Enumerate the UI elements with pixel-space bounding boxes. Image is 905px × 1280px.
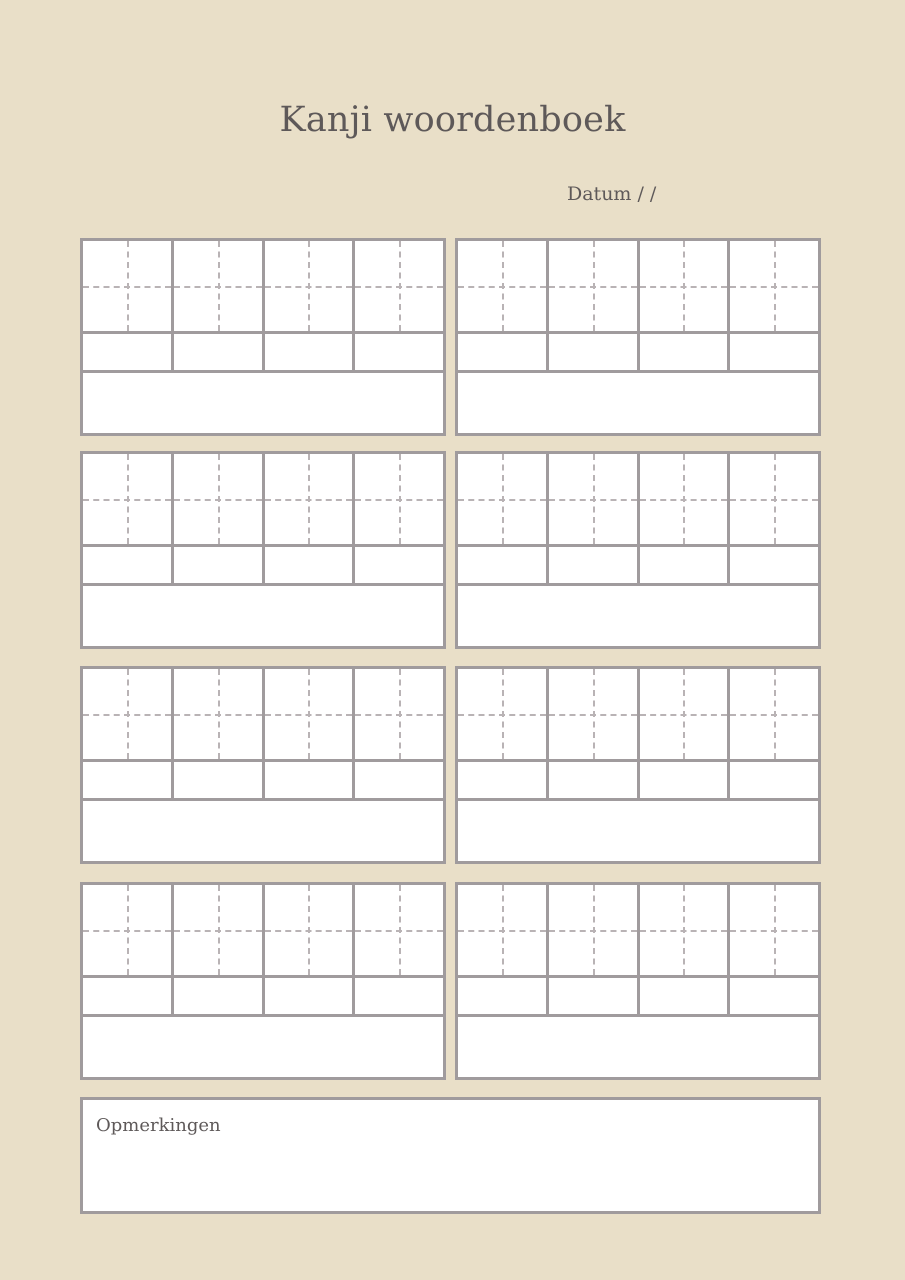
- kanji-box-row: [458, 885, 818, 978]
- reading-box-row: [458, 762, 818, 801]
- kanji-box-row: [83, 454, 443, 547]
- horizontal-guide-line: [355, 930, 443, 932]
- kanji-writing-box[interactable]: [640, 241, 731, 334]
- kanji-box-row: [83, 669, 443, 762]
- reading-box[interactable]: [640, 547, 731, 586]
- kanji-writing-box[interactable]: [730, 454, 818, 547]
- kanji-writing-box[interactable]: [174, 241, 265, 334]
- kanji-writing-box[interactable]: [549, 669, 640, 762]
- horizontal-guide-line: [730, 499, 818, 501]
- kanji-writing-box[interactable]: [83, 885, 174, 978]
- kanji-writing-box[interactable]: [458, 669, 549, 762]
- kanji-writing-box[interactable]: [730, 885, 818, 978]
- reading-box[interactable]: [355, 762, 443, 801]
- meaning-box[interactable]: [458, 373, 818, 433]
- horizontal-guide-line: [83, 930, 171, 932]
- reading-box[interactable]: [355, 547, 443, 586]
- horizontal-guide-line: [355, 286, 443, 288]
- reading-box-row: [83, 547, 443, 586]
- horizontal-guide-line: [640, 714, 728, 716]
- horizontal-guide-line: [83, 286, 171, 288]
- kanji-box-row: [458, 454, 818, 547]
- kanji-writing-box[interactable]: [265, 669, 356, 762]
- reading-box[interactable]: [265, 762, 356, 801]
- horizontal-guide-line: [174, 714, 262, 716]
- horizontal-guide-line: [549, 499, 637, 501]
- meaning-box[interactable]: [83, 586, 443, 646]
- reading-box[interactable]: [174, 978, 265, 1017]
- horizontal-guide-line: [730, 286, 818, 288]
- horizontal-guide-line: [730, 714, 818, 716]
- kanji-writing-box[interactable]: [265, 241, 356, 334]
- reading-box[interactable]: [265, 978, 356, 1017]
- kanji-writing-box[interactable]: [174, 885, 265, 978]
- horizontal-guide-line: [265, 286, 353, 288]
- reading-box[interactable]: [83, 978, 174, 1017]
- horizontal-guide-line: [730, 930, 818, 932]
- horizontal-guide-line: [458, 286, 546, 288]
- reading-box[interactable]: [458, 547, 549, 586]
- kanji-box-row: [83, 885, 443, 978]
- kanji-card: [455, 451, 821, 649]
- kanji-writing-box[interactable]: [458, 454, 549, 547]
- reading-box[interactable]: [83, 762, 174, 801]
- horizontal-guide-line: [640, 930, 728, 932]
- kanji-card: [80, 666, 446, 864]
- horizontal-guide-line: [355, 499, 443, 501]
- kanji-card: [80, 451, 446, 649]
- reading-box-row: [458, 334, 818, 373]
- kanji-writing-box[interactable]: [83, 241, 174, 334]
- horizontal-guide-line: [458, 714, 546, 716]
- date-label: Datum / /: [567, 183, 657, 205]
- meaning-box[interactable]: [83, 373, 443, 433]
- kanji-writing-box[interactable]: [640, 454, 731, 547]
- meaning-box[interactable]: [458, 1017, 818, 1077]
- reading-box[interactable]: [640, 978, 731, 1017]
- meaning-box[interactable]: [458, 586, 818, 646]
- kanji-box-row: [458, 669, 818, 762]
- reading-box[interactable]: [549, 547, 640, 586]
- kanji-writing-box[interactable]: [458, 885, 549, 978]
- reading-box-row: [83, 334, 443, 373]
- reading-box-row: [458, 547, 818, 586]
- kanji-writing-box[interactable]: [355, 241, 443, 334]
- kanji-writing-box[interactable]: [730, 669, 818, 762]
- reading-box[interactable]: [730, 547, 818, 586]
- reading-box[interactable]: [640, 762, 731, 801]
- kanji-writing-box[interactable]: [549, 454, 640, 547]
- kanji-writing-box[interactable]: [355, 885, 443, 978]
- reading-box[interactable]: [174, 547, 265, 586]
- reading-box[interactable]: [355, 334, 443, 373]
- kanji-writing-box[interactable]: [640, 669, 731, 762]
- kanji-writing-box[interactable]: [549, 241, 640, 334]
- horizontal-guide-line: [83, 499, 171, 501]
- kanji-box-row: [83, 241, 443, 334]
- reading-box[interactable]: [265, 547, 356, 586]
- kanji-card: [80, 238, 446, 436]
- horizontal-guide-line: [83, 714, 171, 716]
- horizontal-guide-line: [174, 930, 262, 932]
- reading-box[interactable]: [458, 334, 549, 373]
- meaning-box[interactable]: [83, 1017, 443, 1077]
- reading-box[interactable]: [174, 762, 265, 801]
- horizontal-guide-line: [458, 930, 546, 932]
- reading-box-row: [458, 978, 818, 1017]
- kanji-writing-box[interactable]: [83, 454, 174, 547]
- horizontal-guide-line: [549, 714, 637, 716]
- reading-box-row: [83, 762, 443, 801]
- kanji-writing-box[interactable]: [174, 454, 265, 547]
- horizontal-guide-line: [458, 499, 546, 501]
- kanji-writing-box[interactable]: [730, 241, 818, 334]
- kanji-writing-box[interactable]: [174, 669, 265, 762]
- kanji-card: [455, 666, 821, 864]
- reading-box[interactable]: [174, 334, 265, 373]
- reading-box[interactable]: [549, 978, 640, 1017]
- kanji-writing-box[interactable]: [549, 885, 640, 978]
- kanji-writing-box[interactable]: [83, 669, 174, 762]
- kanji-writing-box[interactable]: [640, 885, 731, 978]
- reading-box-row: [83, 978, 443, 1017]
- reading-box[interactable]: [83, 547, 174, 586]
- horizontal-guide-line: [265, 930, 353, 932]
- reading-box[interactable]: [549, 334, 640, 373]
- reading-box[interactable]: [549, 762, 640, 801]
- kanji-writing-box[interactable]: [458, 241, 549, 334]
- horizontal-guide-line: [265, 499, 353, 501]
- horizontal-guide-line: [174, 286, 262, 288]
- horizontal-guide-line: [265, 714, 353, 716]
- horizontal-guide-line: [549, 286, 637, 288]
- horizontal-guide-line: [640, 499, 728, 501]
- reading-box[interactable]: [730, 334, 818, 373]
- kanji-writing-box[interactable]: [265, 885, 356, 978]
- horizontal-guide-line: [355, 714, 443, 716]
- reading-box[interactable]: [355, 978, 443, 1017]
- kanji-card: [80, 882, 446, 1080]
- kanji-writing-box[interactable]: [355, 669, 443, 762]
- meaning-box[interactable]: [83, 801, 443, 861]
- reading-box[interactable]: [730, 762, 818, 801]
- horizontal-guide-line: [174, 499, 262, 501]
- notes-label: Opmerkingen: [96, 1115, 221, 1136]
- reading-box[interactable]: [640, 334, 731, 373]
- reading-box[interactable]: [265, 334, 356, 373]
- reading-box[interactable]: [458, 978, 549, 1017]
- reading-box[interactable]: [458, 762, 549, 801]
- reading-box[interactable]: [83, 334, 174, 373]
- kanji-box-row: [458, 241, 818, 334]
- kanji-writing-box[interactable]: [355, 454, 443, 547]
- meaning-box[interactable]: [458, 801, 818, 861]
- notes-box[interactable]: [80, 1097, 821, 1214]
- reading-box[interactable]: [730, 978, 818, 1017]
- kanji-card: [455, 238, 821, 436]
- kanji-writing-box[interactable]: [265, 454, 356, 547]
- horizontal-guide-line: [549, 930, 637, 932]
- kanji-card: [455, 882, 821, 1080]
- horizontal-guide-line: [640, 286, 728, 288]
- page-title: Kanji woordenboek: [279, 100, 626, 140]
